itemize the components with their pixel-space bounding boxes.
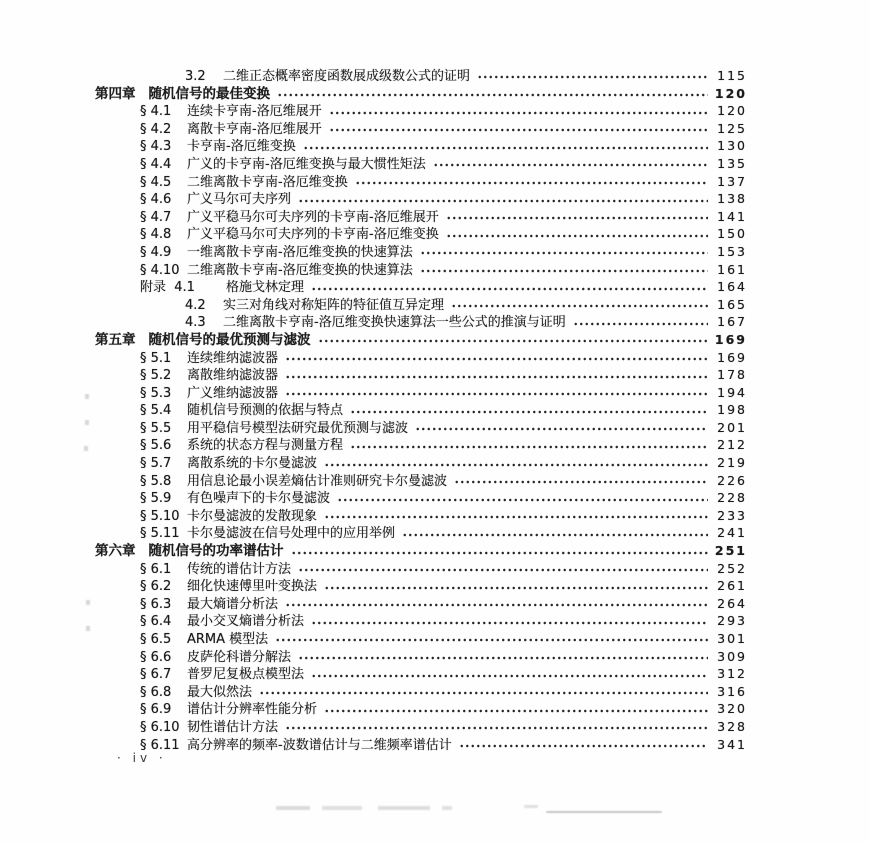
dot-leader xyxy=(446,225,708,243)
dot-leader xyxy=(324,454,708,472)
toc-entry-title: 实三对角线对称矩阵的特征值互异定理 xyxy=(223,297,445,313)
toc-entry-label: § 4.5 xyxy=(140,174,172,190)
toc-entry-page: 320 xyxy=(717,701,747,717)
toc-row xyxy=(95,736,747,754)
toc-row xyxy=(95,137,747,155)
toc-entry-title: 随机信号的最佳变换 xyxy=(148,85,270,102)
toc-entry-title: 有色噪声下的卡尔曼滤波 xyxy=(187,491,331,507)
toc-entry-page: 233 xyxy=(717,507,747,523)
dot-leader xyxy=(420,243,708,261)
dot-leader xyxy=(285,349,708,367)
toc-entry-page: 194 xyxy=(717,384,747,400)
dot-leader xyxy=(350,436,708,454)
toc-entry-title: 最小交叉熵谱分析法 xyxy=(187,614,305,630)
toc-entry-label: 第四章 xyxy=(95,85,136,102)
toc-entry-title: 格施戈林定理 xyxy=(226,280,305,296)
dot-leader xyxy=(285,366,708,384)
dot-leader xyxy=(303,137,708,155)
toc-entry-page: 241 xyxy=(717,525,747,541)
dot-leader xyxy=(402,524,708,542)
toc-entry-page: 301 xyxy=(717,631,747,646)
toc-entry-page: 328 xyxy=(717,718,747,734)
toc-entry-page: 293 xyxy=(717,613,747,629)
toc-entry-label: § 4.10 xyxy=(140,262,180,278)
toc-row xyxy=(95,436,747,454)
toc-row xyxy=(95,102,747,120)
scan-artifact xyxy=(322,806,362,810)
toc-row xyxy=(95,700,747,718)
toc-entry-page: 167 xyxy=(717,314,747,330)
toc-row xyxy=(95,384,747,402)
toc-entry-title: 用平稳信号模型法研究最优预测与滤波 xyxy=(187,420,409,436)
toc-entry-page: 169 xyxy=(717,349,747,365)
toc-row xyxy=(95,208,747,226)
toc-entry-page: 120 xyxy=(717,103,747,119)
dot-leader xyxy=(285,595,708,613)
dot-leader xyxy=(318,331,709,349)
toc-entry-page: 219 xyxy=(717,455,747,471)
toc-entry-page: 251 xyxy=(714,543,747,559)
toc-entry-page: 161 xyxy=(717,261,747,277)
toc-entry-title: 离散维纳滤波器 xyxy=(187,368,279,384)
toc-row xyxy=(95,542,747,560)
toc-entry-label: § 4.1 xyxy=(140,104,172,120)
toc-entry-title: 广义的卡亨南-洛厄维变换与最大惯性矩法 xyxy=(187,156,426,172)
dot-leader xyxy=(459,736,708,754)
scan-speck xyxy=(85,420,89,425)
toc-entry-page: 198 xyxy=(717,402,747,418)
dot-leader xyxy=(329,102,708,120)
toc-entry-label: § 6.4 xyxy=(140,614,172,630)
toc-entry-label: § 5.6 xyxy=(140,438,172,454)
toc-entry-title: 最大熵谱分析法 xyxy=(187,596,279,612)
toc-entry-page: 212 xyxy=(717,437,747,453)
toc-entry-title: 普罗尼复极点模型法 xyxy=(187,667,305,683)
dot-leader xyxy=(324,577,708,595)
toc-entry-title: 广义马尔可夫序列 xyxy=(187,192,292,208)
toc-entry-label: § 5.10 xyxy=(140,508,180,524)
toc-row xyxy=(95,454,747,472)
toc-entry-label: § 4.3 xyxy=(140,139,172,155)
toc-entry-label: § 6.2 xyxy=(140,579,172,595)
toc-entry-label: 第五章 xyxy=(95,331,136,348)
toc-row xyxy=(95,331,747,349)
toc-row xyxy=(95,472,747,490)
dot-leader xyxy=(350,401,708,419)
toc-entry-page: 165 xyxy=(717,296,747,312)
dot-leader xyxy=(298,648,708,666)
toc-row xyxy=(95,67,747,85)
toc-entry-title: 广义平稳马尔可夫序列的卡亨南-洛厄维展开 xyxy=(187,209,439,225)
toc-row xyxy=(95,313,747,331)
toc-entry-page: 150 xyxy=(717,226,747,242)
toc-entry-title: 广义平稳马尔可夫序列的卡亨南-洛厄维变换 xyxy=(187,227,439,243)
toc-entry-title: 一维离散卡亨南-洛厄维变换的快速算法 xyxy=(187,244,413,260)
toc-row xyxy=(95,612,747,630)
dot-leader xyxy=(298,190,708,208)
toc-entry-title: 细化快速傅里叶变换法 xyxy=(187,579,318,595)
toc-entry-label: § 6.8 xyxy=(140,684,172,700)
toc-entry-title: 随机信号的最优预测与滤波 xyxy=(148,331,311,348)
scan-artifact xyxy=(276,806,310,810)
toc-entry-page: 312 xyxy=(717,666,747,682)
toc-entry-label: § 5.5 xyxy=(140,420,172,436)
toc-row xyxy=(95,630,747,648)
toc-entry-label: § 5.9 xyxy=(140,491,172,507)
toc-entry-title: 系统的状态方程与测量方程 xyxy=(187,438,344,454)
toc-row xyxy=(95,278,747,296)
dot-leader xyxy=(275,630,708,648)
toc-entry-title: 卡尔曼滤波在信号处理中的应用举例 xyxy=(187,526,396,542)
dot-leader xyxy=(329,120,708,138)
dot-leader xyxy=(277,85,708,103)
toc-entry-page: 164 xyxy=(717,279,747,295)
toc-row xyxy=(95,648,747,666)
dot-leader xyxy=(311,612,708,630)
toc-entry-page: 226 xyxy=(717,472,747,488)
dot-leader xyxy=(311,665,708,683)
toc-entry-label: § 4.7 xyxy=(140,209,172,225)
toc-entry-title: 连续维纳滤波器 xyxy=(187,350,279,366)
toc-list xyxy=(95,67,747,753)
scan-speck xyxy=(84,446,88,451)
toc-row xyxy=(95,155,747,173)
dot-leader xyxy=(433,155,708,173)
dot-leader xyxy=(573,313,708,331)
toc-row xyxy=(95,261,747,279)
toc-entry-title: 韧性谱估计方法 xyxy=(187,719,279,735)
toc-entry-title: 二维离散卡亨南-洛厄维变换快速算法一些公式的推演与证明 xyxy=(223,315,566,331)
toc-row xyxy=(95,683,747,701)
scan-artifact xyxy=(546,811,662,813)
toc-row xyxy=(95,225,747,243)
toc-row xyxy=(95,419,747,437)
dot-leader xyxy=(446,208,708,226)
toc-entry-page: 115 xyxy=(717,68,747,83)
toc-entry-page: 135 xyxy=(717,155,747,171)
toc-row xyxy=(95,366,747,384)
dot-leader xyxy=(355,173,708,191)
toc-entry-title: 最大似然法 xyxy=(187,684,253,700)
toc-row xyxy=(95,489,747,507)
toc-entry-label: § 6.10 xyxy=(140,719,180,735)
dot-leader xyxy=(311,278,708,296)
dot-leader xyxy=(420,261,708,279)
toc-entry-title: 二维离散卡亨南-洛厄维变换的快速算法 xyxy=(187,262,413,278)
toc-entry-title: 高分辨率的频率-波数谱估计与二维频率谱估计 xyxy=(187,737,452,753)
toc-entry-title: ARMA 模型法 xyxy=(187,632,269,647)
toc-entry-title: 卡亨南-洛厄维变换 xyxy=(187,139,296,155)
toc-row xyxy=(95,296,747,314)
toc-row xyxy=(95,243,747,261)
scan-artifact xyxy=(378,806,430,810)
toc-entry-title: 皮萨伦科谱分解法 xyxy=(187,649,292,665)
scan-speck xyxy=(86,626,90,631)
toc-entry-label: 附录 4.1 xyxy=(140,280,195,296)
toc-entry-page: 178 xyxy=(717,367,747,383)
toc-entry-page: 341 xyxy=(717,736,747,752)
toc-row xyxy=(95,524,747,542)
toc-entry-label: § 6.3 xyxy=(140,596,172,612)
toc-entry-label: § 4.4 xyxy=(140,156,172,172)
toc-row xyxy=(95,120,747,138)
toc-row xyxy=(95,595,747,613)
dot-leader xyxy=(415,419,708,437)
toc-row xyxy=(95,560,747,578)
scan-artifact xyxy=(442,806,452,810)
toc-entry-title: 二维正态概率密度函数展成级数公式的证明 xyxy=(223,69,471,84)
dot-leader xyxy=(477,67,708,85)
toc-entry-label: § 5.4 xyxy=(140,403,172,419)
dot-leader xyxy=(324,507,708,525)
toc-entry-title: 随机信号预测的依据与特点 xyxy=(187,403,344,419)
toc-entry-label: § 6.7 xyxy=(140,667,172,683)
toc-entry-label: § 4.6 xyxy=(140,192,172,208)
dot-leader xyxy=(451,296,708,314)
toc-row xyxy=(95,718,747,736)
toc-entry-page: 130 xyxy=(717,138,747,154)
toc-entry-page: 261 xyxy=(717,578,747,594)
toc-entry-title: 连续卡亨南-洛厄维展开 xyxy=(187,104,322,120)
toc-entry-page: 120 xyxy=(714,85,747,101)
toc-row xyxy=(95,665,747,683)
toc-entry-label: § 6.5 xyxy=(140,632,172,647)
toc-entry-title: 离散系统的卡尔曼滤波 xyxy=(187,456,318,472)
toc-row xyxy=(95,173,747,191)
toc-entry-label: 4.2 xyxy=(185,297,206,313)
toc-row xyxy=(95,85,747,103)
toc-entry-page: 201 xyxy=(717,419,747,435)
toc-entry-title: 二维离散卡亨南-洛厄维变换 xyxy=(187,174,348,190)
toc-entry-page: 125 xyxy=(717,120,747,136)
toc-row xyxy=(95,349,747,367)
toc-entry-page: 138 xyxy=(717,191,747,207)
dot-leader xyxy=(291,542,709,560)
toc-entry-label: § 5.1 xyxy=(140,350,172,366)
toc-entry-label: § 4.2 xyxy=(140,121,172,137)
scan-artifact xyxy=(524,805,538,808)
toc-entry-page: 316 xyxy=(717,683,747,699)
toc-entry-label: § 6.1 xyxy=(140,561,172,577)
toc-entry-label: § 4.9 xyxy=(140,244,172,260)
toc-entry-label: § 6.11 xyxy=(140,737,180,753)
toc-entry-page: 137 xyxy=(717,173,747,189)
toc-entry-label: § 6.9 xyxy=(140,702,172,718)
dot-leader xyxy=(285,718,708,736)
toc-entry-page: 264 xyxy=(717,595,747,611)
toc-entry-page: 141 xyxy=(717,208,747,224)
toc-row xyxy=(95,577,747,595)
toc-entry-label: § 4.8 xyxy=(140,227,172,243)
toc-entry-label: 第六章 xyxy=(95,543,136,560)
toc-entry-label: 4.3 xyxy=(185,315,206,331)
toc-entry-page: 252 xyxy=(717,560,747,576)
toc-entry-page: 153 xyxy=(717,243,747,259)
toc-entry-label: § 5.2 xyxy=(140,368,172,384)
page-number-footer: · iv · xyxy=(117,751,167,765)
toc-entry-label: § 5.8 xyxy=(140,473,172,489)
dot-leader xyxy=(285,384,708,402)
toc-entry-title: 离散卡亨南-洛厄维展开 xyxy=(187,121,322,137)
toc-entry-title: 用信息论最小误差熵估计准则研究卡尔曼滤波 xyxy=(187,473,448,489)
toc-entry-page: 228 xyxy=(717,490,747,506)
toc-entry-label: § 6.6 xyxy=(140,649,172,665)
toc-entry-label: § 5.11 xyxy=(140,526,180,542)
toc-row xyxy=(95,401,747,419)
toc-entry-label: 3.2 xyxy=(185,69,206,84)
toc-entry-title: 随机信号的功率谱估计 xyxy=(148,543,284,560)
dot-leader xyxy=(454,472,708,490)
toc-entry-title: 谱估计分辨率性能分析 xyxy=(187,702,318,718)
dot-leader xyxy=(337,489,708,507)
toc-entry-title: 广义维纳滤波器 xyxy=(187,385,279,401)
toc-entry-title: 传统的谱估计方法 xyxy=(187,561,292,577)
toc-entry-page: 169 xyxy=(714,331,747,347)
scan-speck xyxy=(85,394,89,399)
toc-row xyxy=(95,507,747,525)
toc-entry-label: § 5.3 xyxy=(140,385,172,401)
toc-entry-page: 309 xyxy=(717,648,747,664)
dot-leader xyxy=(324,700,708,718)
dot-leader xyxy=(259,683,708,701)
toc-entry-label: § 5.7 xyxy=(140,456,172,472)
toc-row xyxy=(95,190,747,208)
dot-leader xyxy=(298,560,708,578)
scan-speck xyxy=(86,600,90,605)
toc-entry-title: 卡尔曼滤波的发散现象 xyxy=(187,508,318,524)
